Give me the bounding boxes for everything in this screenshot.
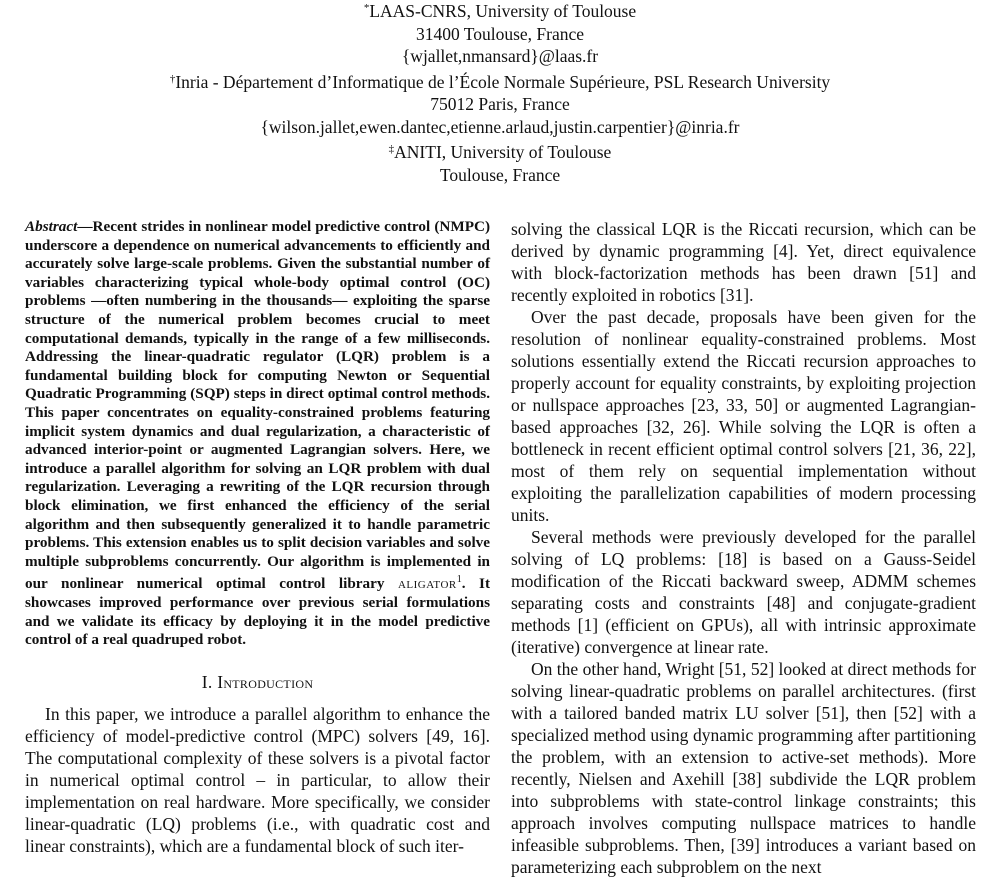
affiliation-email: {wilson.jallet,ewen.dantec,etienne.arlaud,justin.carpentier}@inria.fr <box>260 116 740 137</box>
affiliation-mark: ‡ <box>388 143 395 155</box>
affiliation-line-6 <box>0 116 1000 139</box>
affiliation-line-3 <box>0 45 1000 68</box>
affiliation-mark: † <box>169 72 176 85</box>
body-paragraph: solving the classical LQR is the Riccati recursion, which can be derived by dynamic programming [4]. Yet, direct equivalence with block-factorization methods has been drawn [51] and recently exploited in robotics [31]. <box>511 219 976 305</box>
right-column <box>511 218 976 878</box>
body-paragraph: Several methods were previously developed for the parallel solving of LQ problems: [18] is based on a Gauss-Seidel modification of the Riccati backward sweep, ADMM schemes separating costs and constraints [48] and conjugate-gradient methods [1] (efficient on GPUs), all with intrinsic approximate (iterative) convergence at linear rate. <box>511 527 976 657</box>
affiliation-line-8 <box>0 164 1000 187</box>
affiliation-line-2 <box>0 23 1000 46</box>
footnote-mark: 1 <box>456 574 462 586</box>
affiliation-mark: * <box>363 2 370 14</box>
affiliation-text: Inria - Département d’Informatique de l’École Normale Supérieure, PSL Research University <box>175 71 831 92</box>
section-title: Introduction <box>217 671 314 692</box>
abstract-text: —Recent strides in nonlinear model predictive control (NMPC) underscore a dependence on numerical advancements to efficiently and accurately solve large-scale problems. Given the substantial number of variables characterizing typical whole-body optimal control (OC) problems —often numbering in the thousands— exploiting the sparse structure of the numerical problem becomes crucial to meet computational demands, typically in the range of a few milliseconds. Addressing the linear-quadratic regulator (LQR) problem is a fundamental building block for computing Newton or Sequential Quadratic Programming (SQP) steps in direct optimal control methods. This paper concentrates on equality-constrained problems featuring implicit system dynamics and dual regularization, a characteristic of advanced interior-point or augmented Lagrangian solvers. Here, we introduce a parallel algorithm for solving an LQR problem with dual regularization. Leveraging a rewriting of the LQR recursion through block elimination, we first enhanced the efficiency of the serial algorithm and then subsequently generalized it to handle parametric problems. This extension enables us to split decision variables and solve multiple subproblems concurrently. Our algorithm is implemented in our nonlinear numerical optimal control library <box>25 218 490 593</box>
affiliation-text: Toulouse, France <box>439 164 561 185</box>
affiliation-line-7 <box>0 138 1000 164</box>
abstract-text-end: . It showcases improved performance over previous serial formulations and we validate its efficacy by deploying it in the model predictive control of a real quadruped robot. <box>25 575 490 649</box>
section-number: I. <box>201 671 213 692</box>
affiliation-text: 31400 Toulouse, France <box>415 23 585 44</box>
affiliations-block <box>0 0 1000 186</box>
section-heading <box>25 671 490 693</box>
affiliation-email: {wjallet,nmansard}@laas.fr <box>401 46 599 66</box>
affiliation-line-1 <box>0 0 1000 23</box>
affiliation-text: LAAS-CNRS, University of Toulouse <box>369 1 637 21</box>
intro-paragraph: In this paper, we introduce a parallel algorithm to enhance the efficiency of model-predictive control (MPC) solvers [49, 16]. The computational complexity of these solvers is a pivotal factor in numerical optimal control – in particular, to allow their implementation on real hardware. More specifically, we consider linear-quadratic (LQ) problems (i.e., with quadratic cost and linear constraints), which are a fundamental block of such iter- <box>25 703 490 856</box>
left-column <box>25 218 490 857</box>
abstract-label: Abstract <box>25 218 78 235</box>
body-paragraph: Over the past decade, proposals have been given for the resolution of nonlinear equality-constrained problems. Most solutions essentially extend the Riccati recursion approaches to properly account for equality constraints, by exploiting projection or nullspace approaches [23, 33, 50] or augmented Lagrangian-based approaches [32, 26]. While solving the LQR is often a bottleneck in recent efficient optimal control solvers [21, 36, 22], most of them rely on sequential implementation without exploiting the parallelization capabilities of modern processing units. <box>511 307 976 525</box>
affiliation-text: 75012 Paris, France <box>430 94 570 114</box>
library-name: aligator <box>397 575 457 593</box>
affiliation-line-4 <box>0 68 1000 94</box>
affiliation-text: ANITI, University of Toulouse <box>394 142 612 162</box>
affiliation-line-5 <box>0 93 1000 116</box>
abstract <box>25 218 490 650</box>
body-paragraph: On the other hand, Wright [51, 52] looked at direct methods for solving linear-quadratic problems on parallel architectures. (first with a tailored banded matrix LU solver [51], then [52] with a specialized method using dynamic programming after partitioning the problem, with an extension to active-set methods). More recently, Nielsen and Axehill [38] subdivide the LQR problem into subproblems with state-control linkage constraints; this approach involves computing nullspace matrices to handle infeasible subproblems. Then, [39] introduces a variant based on parameterizing each subproblem on the next <box>511 659 976 877</box>
